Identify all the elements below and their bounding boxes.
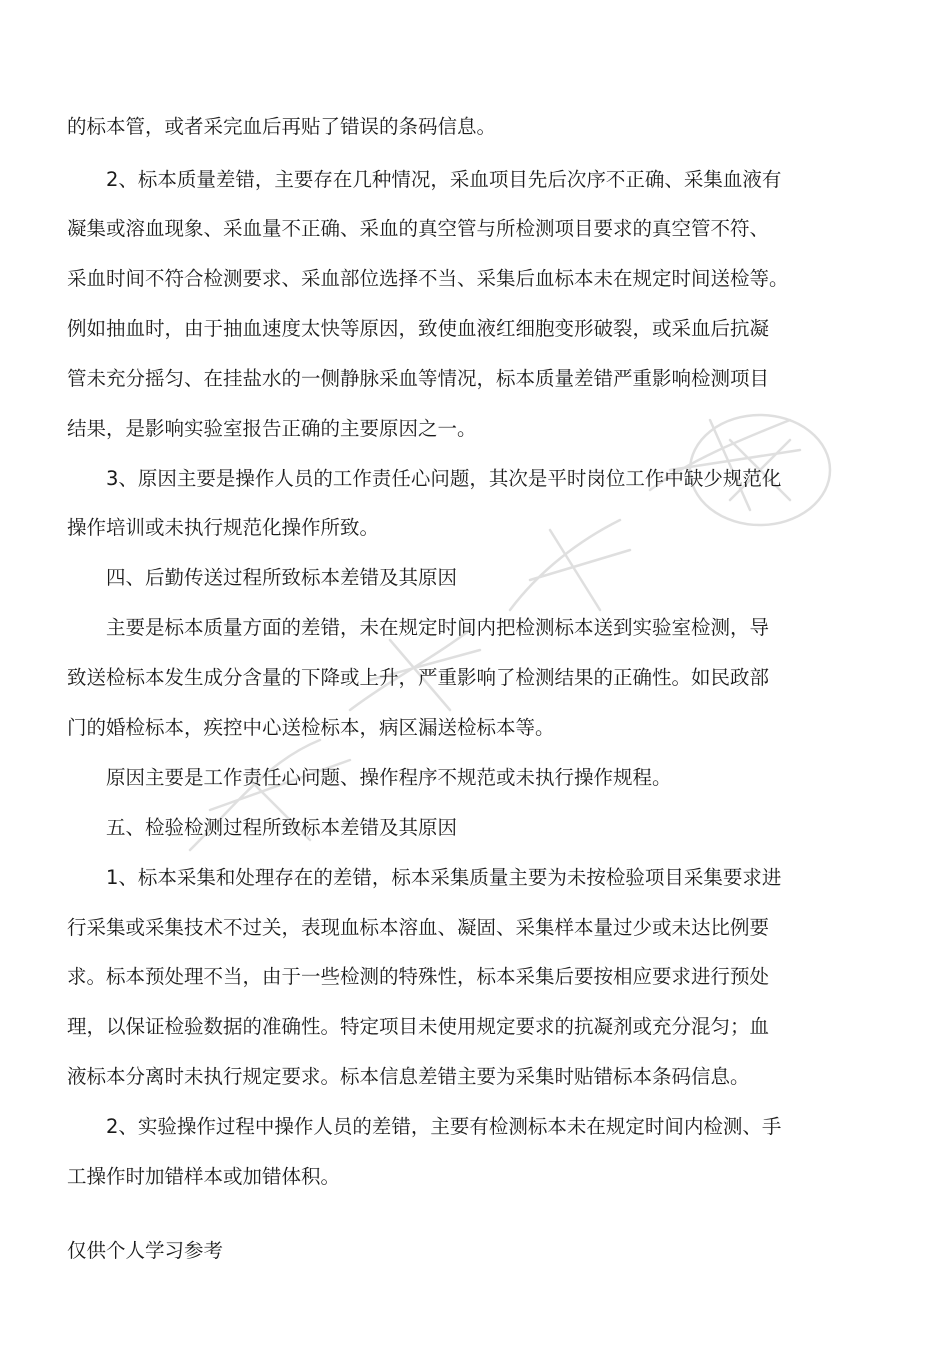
text-line: 求。标本预处理不当，由于一些检测的特殊性，标本采集后要按相应要求进行预处	[67, 965, 770, 988]
text-line: 理，以保证检验数据的准确性。特定项目未使用规定要求的抗凝剂或充分混匀；血	[67, 1015, 770, 1038]
text-line: 3、原因主要是操作人员的工作责任心问题，其次是平时岗位工作中缺少规范化	[67, 467, 782, 490]
text-line: 的标本管，或者采完血后再贴了错误的条码信息。	[67, 115, 497, 138]
text-line: 原因主要是工作责任心问题、操作程序不规范或未执行操作规程。	[67, 766, 672, 789]
text-line: 例如抽血时，由于抽血速度太快等原因，致使血液红细胞变形破裂，或采血后抗凝	[67, 317, 770, 340]
text-line: 结果，是影响实验室报告正确的主要原因之一。	[67, 417, 477, 440]
text-line: 操作培训或未执行规范化操作所致。	[67, 516, 380, 539]
section-heading: 四、后勤传送过程所致标本差错及其原因	[67, 566, 458, 589]
section-heading: 五、检验检测过程所致标本差错及其原因	[67, 816, 458, 839]
text-line: 2、实验操作过程中操作人员的差错，主要有检测标本未在规定时间内检测、手	[67, 1115, 782, 1138]
text-line: 管未充分摇匀、在挂盐水的一侧静脉采血等情况，标本质量差错严重影响检测项目	[67, 367, 770, 390]
text-line: 凝集或溶血现象、采血量不正确、采血的真空管与所检测项目要求的真空管不符、	[67, 217, 770, 240]
text-line: 采血时间不符合检测要求、采血部位选择不当、采集后血标本未在规定时间送检等。	[67, 267, 789, 290]
text-line: 1、标本采集和处理存在的差错，标本采集质量主要为未按检验项目采集要求进	[67, 866, 782, 889]
text-line: 2、标本质量差错，主要存在几种情况，采血项目先后次序不正确、采集血液有	[67, 168, 782, 191]
text-line: 门的婚检标本，疾控中心送检标本，病区漏送检标本等。	[67, 716, 555, 739]
text-line: 致送检标本发生成分含量的下降或上升，严重影响了检测结果的正确性。如民政部	[67, 666, 770, 689]
text-line: 液标本分离时未执行规定要求。标本信息差错主要为采集时贴错标本条码信息。	[67, 1065, 750, 1088]
footer-note: 仅供个人学习参考	[67, 1239, 224, 1262]
text-line: 工操作时加错样本或加错体积。	[67, 1165, 341, 1188]
text-line: 主要是标本质量方面的差错，未在规定时间内把检测标本送到实验室检测，导	[67, 616, 770, 639]
text-line: 行采集或采集技术不过关，表现血标本溶血、凝固、采集样本量过少或未达比例要	[67, 916, 770, 939]
